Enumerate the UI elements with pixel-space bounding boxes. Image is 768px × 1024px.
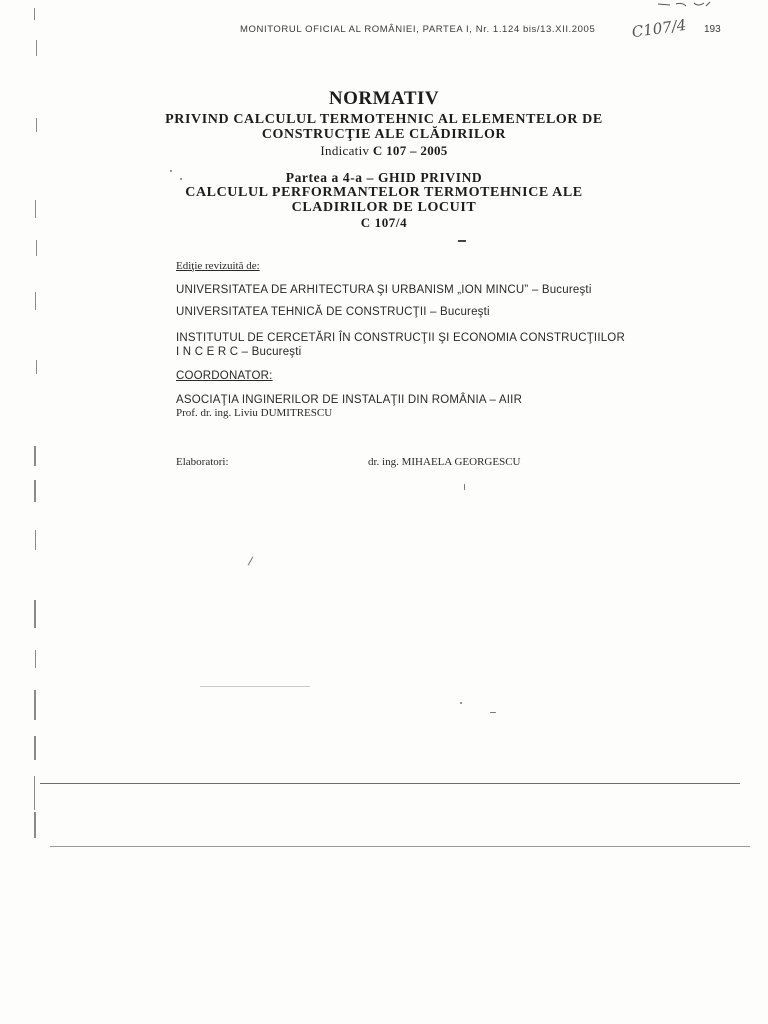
running-header: MONITORUL OFICIAL AL ROMÂNIEI, PARTEA I, Nr. 1.124 bis/13.XII.2005: [240, 24, 596, 35]
scan-speck: [180, 178, 182, 180]
scan-line: [50, 846, 750, 847]
indicativ-label: Indicativ: [320, 143, 370, 158]
authors-name: dr. ing. MIHAELA GEORGESCU: [368, 456, 521, 468]
margin-mark: [35, 530, 36, 550]
indicativ-code: C 107 – 2005: [372, 143, 448, 158]
margin-mark: [36, 360, 37, 374]
scan-speck: [248, 556, 254, 565]
institution-3-abbrev: I N C E R C – Bucureşti: [176, 346, 302, 358]
margin-mark: [34, 690, 36, 720]
margin-mark: [35, 292, 36, 310]
part-code: C 107/4: [360, 215, 408, 230]
dash-mark: [458, 240, 466, 242]
scan-line: [200, 686, 310, 687]
indicativ: [0, 143, 768, 159]
title-line-2: CONSTRUCŢIE ALE CLĂDIRILOR: [261, 127, 507, 142]
document-title: NORMATIV: [328, 88, 440, 109]
handwritten-annotation: [630, 0, 720, 42]
margin-mark: [34, 736, 36, 760]
institution-3: INSTITUTUL DE CERCETĂRI ÎN CONSTRUCŢII ŞI ECONOMIA CONSTRUCŢIILOR: [176, 332, 625, 344]
margin-mark: [34, 812, 36, 838]
margin-mark: [35, 200, 36, 218]
scan-speck: [460, 702, 462, 704]
institution-2: UNIVERSITATEA TEHNICĂ DE CONSTRUCŢII – Bucureşti: [176, 306, 490, 318]
scan-speck: [170, 170, 172, 172]
coordinator-label: COORDONATOR:: [176, 370, 273, 382]
revision-label: Ediţie revizuită de:: [176, 260, 260, 272]
part-line-1: Partea a 4-a – GHID PRIVIND: [285, 170, 483, 185]
part-line-3: CLADIRILOR DE LOCUIT: [291, 200, 477, 215]
margin-mark: [34, 8, 35, 20]
scan-speck: [464, 484, 465, 490]
margin-mark: [34, 480, 36, 502]
page-number: 193: [704, 24, 721, 35]
institution-1: UNIVERSITATEA DE ARHITECTURA ŞI URBANISM „ION MINCU” – Bucureşti: [176, 284, 592, 296]
coordinator-person: Prof. dr. ing. Liviu DUMITRESCU: [176, 407, 333, 419]
margin-mark: [34, 446, 36, 466]
coordinator-organization: ASOCIAŢIA INGINERILOR DE INSTALAŢII DIN ROMÂNIA – AIIR: [176, 394, 523, 406]
scan-line: [40, 783, 740, 784]
margin-mark: [36, 240, 37, 256]
margin-mark: [36, 40, 37, 56]
margin-mark: [34, 776, 35, 810]
part-line-2: CALCULUL PERFORMANTELOR TERMOTEHNICE ALE: [185, 185, 583, 200]
margin-mark: [35, 650, 36, 668]
authors-label: Elaboratori:: [176, 456, 229, 468]
margin-mark: [36, 118, 37, 132]
scan-speck: [490, 712, 496, 713]
title-line-1: PRIVIND CALCULUL TERMOTEHNIC AL ELEMENTELOR DE: [165, 112, 603, 127]
handwritten-note-text: C107/4: [630, 15, 688, 42]
margin-mark: [34, 600, 36, 628]
